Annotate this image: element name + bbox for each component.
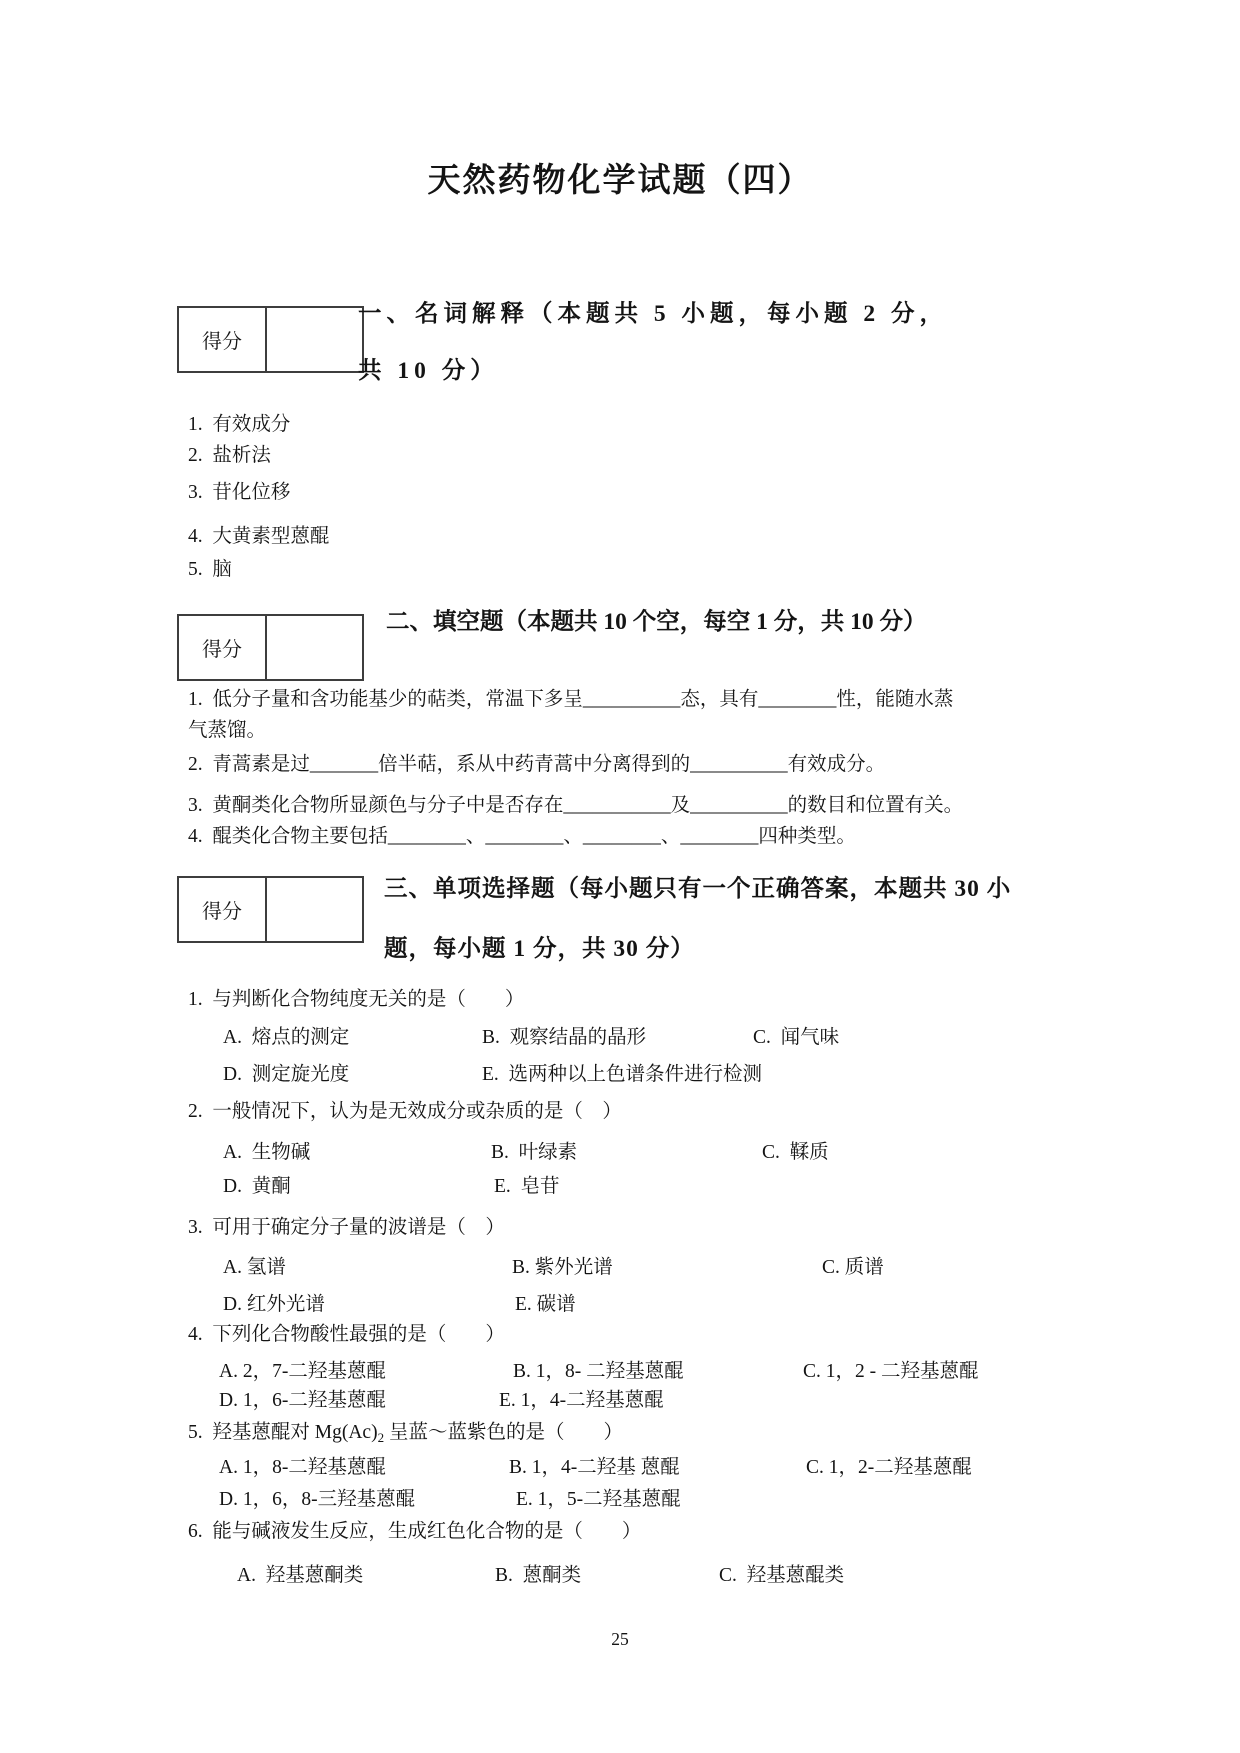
subscript-2: 2 — [377, 1430, 385, 1445]
choice-option-3C: C. 质谱 — [822, 1257, 884, 1278]
page-title: 天然药物化学试题（四） — [427, 163, 813, 199]
choice-option-1B: B. 观察结晶的晶形 — [482, 1027, 647, 1048]
choice-option-4D: D. 1，6-二羟基蒽醌 — [219, 1390, 386, 1411]
page-number: 25 — [611, 1629, 629, 1649]
choice-option-5B: B. 1，4-二羟基 蒽醌 — [509, 1457, 680, 1478]
term-item-3: 3. 苷化位移 — [188, 482, 291, 503]
choice-option-4B: B. 1，8- 二羟基蒽醌 — [513, 1361, 684, 1382]
choice-option-5E: E. 1，5-二羟基蒽醌 — [516, 1489, 681, 1510]
choice-option-6C: C. 羟基蒽醌类 — [719, 1565, 845, 1586]
section2-heading: 二、填空题（本题共 10 个空，每空 1 分，共 10 分） — [386, 609, 927, 635]
term-item-2: 2. 盐析法 — [188, 445, 271, 466]
section1-heading-line2: 共 10 分） — [358, 358, 499, 384]
score-box-section2 — [177, 614, 364, 681]
choice-option-1C: C. 闻气味 — [753, 1027, 840, 1048]
fill-question-3: 3. 黄酮类化合物所显颜色与分子中是否存在___________及__________的数目和位置有关。 — [188, 795, 964, 816]
score-entry-cell — [267, 878, 362, 941]
section3-heading-line2: 题，每小题 1 分，共 30 分） — [384, 936, 695, 962]
fill-question-1-line1: 1. 低分子量和含功能基少的萜类，常温下多呈__________态，具有________性，能随水蒸 — [188, 689, 954, 710]
fill-question-4: 4. 醌类化合物主要包括________、________、________、________四种类型。 — [188, 826, 856, 847]
score-label: 得分 — [179, 878, 267, 941]
stem-text: 呈蓝～蓝紫色的是（ ） — [384, 1422, 623, 1443]
section1-heading-line1: 一、名词解释（本题共 5 小题，每小题 2 分， — [358, 301, 948, 327]
fill-question-1-line2: 气蒸馏。 — [188, 720, 267, 741]
choice-option-1E: E. 选两种以上色谱条件进行检测 — [482, 1064, 763, 1085]
score-entry-cell — [267, 616, 362, 679]
term-item-5: 5. 脑 — [188, 559, 232, 580]
score-box-section1 — [177, 306, 364, 373]
stem-text: 5. 羟基蒽醌对 Mg(Ac) — [188, 1422, 378, 1443]
choice-option-5A: A. 1，8-二羟基蒽醌 — [219, 1457, 386, 1478]
choice-option-4C: C. 1，2 - 二羟基蒽醌 — [803, 1361, 979, 1382]
choice-question-6-stem: 6. 能与碱液发生反应，生成红色化合物的是（ ） — [188, 1521, 642, 1542]
choice-option-3B: B. 紫外光谱 — [512, 1257, 613, 1278]
score-box-section3 — [177, 876, 364, 943]
choice-option-3E: E. 碳谱 — [515, 1294, 576, 1315]
choice-option-3D: D. 红外光谱 — [223, 1294, 325, 1315]
choice-question-3-stem: 3. 可用于确定分子量的波谱是（ ） — [188, 1217, 505, 1238]
term-item-1: 1. 有效成分 — [188, 414, 291, 435]
choice-option-6A: A. 羟基蒽酮类 — [237, 1565, 364, 1586]
choice-option-2D: D. 黄酮 — [223, 1176, 291, 1197]
choice-option-2A: A. 生物碱 — [223, 1142, 311, 1163]
choice-option-1A: A. 熔点的测定 — [223, 1027, 350, 1048]
choice-question-4-stem: 4. 下列化合物酸性最强的是（ ） — [188, 1324, 505, 1345]
choice-option-6B: B. 蒽酮类 — [495, 1565, 582, 1586]
section3-heading-line1: 三、单项选择题（每小题只有一个正确答案，本题共 30 小 — [384, 876, 1012, 902]
term-item-4: 4. 大黄素型蒽醌 — [188, 526, 330, 547]
choice-option-1D: D. 测定旋光度 — [223, 1064, 350, 1085]
score-entry-cell — [267, 308, 362, 371]
score-label: 得分 — [179, 616, 267, 679]
choice-option-3A: A. 氢谱 — [223, 1257, 286, 1278]
score-label: 得分 — [179, 308, 267, 371]
choice-option-4A: A. 2，7-二羟基蒽醌 — [219, 1361, 386, 1382]
choice-option-4E: E. 1，4-二羟基蒽醌 — [499, 1390, 664, 1411]
choice-option-2E: E. 皂苷 — [494, 1176, 560, 1197]
choice-option-2B: B. 叶绿素 — [491, 1142, 578, 1163]
fill-question-2: 2. 青蒿素是过_______倍半萜，系从中药青蒿中分离得到的__________有效成分。 — [188, 754, 886, 775]
choice-question-2-stem: 2. 一般情况下，认为是无效成分或杂质的是（ ） — [188, 1101, 622, 1122]
choice-option-5C: C. 1，2-二羟基蒽醌 — [806, 1457, 972, 1478]
choice-option-2C: C. 鞣质 — [762, 1142, 829, 1163]
choice-option-5D: D. 1，6，8-三羟基蒽醌 — [219, 1489, 416, 1510]
choice-question-1-stem: 1. 与判断化合物纯度无关的是（ ） — [188, 989, 525, 1010]
choice-question-5-stem — [188, 1420, 623, 1446]
